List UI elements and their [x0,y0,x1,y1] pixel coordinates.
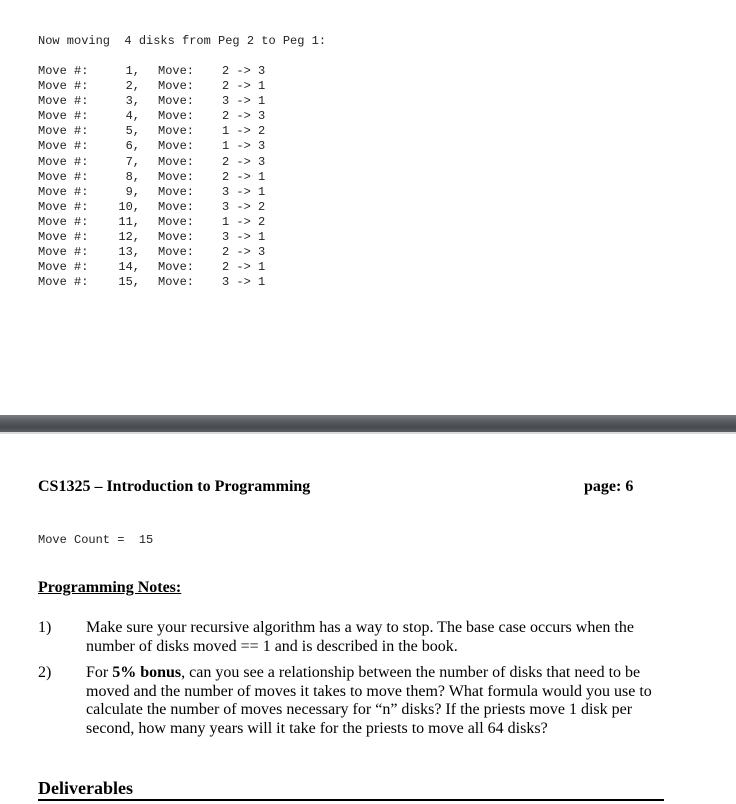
deliverables-heading: Deliverables [38,778,133,798]
move-pegs: 2 -> 1 [222,260,266,275]
note-number: 1) [38,619,52,636]
output-header: Now moving 4 disks from Peg 2 to Peg 1: [38,34,327,48]
move-keyword: Move: [158,94,195,109]
move-pegs: 1 -> 2 [222,124,266,139]
move-pegs: 1 -> 2 [222,214,266,229]
move-number: 4, [125,109,140,124]
move-label: Move #: [38,184,89,199]
move-keyword: Move: [158,109,195,124]
move-pegs: 2 -> 3 [222,245,266,260]
move-count: Move Count = 15 [38,533,154,547]
note-text-prefix: For [86,664,113,681]
move-keyword: Move: [158,139,195,154]
course-title: CS1325 – Introduction to Programming [38,478,311,495]
move-keyword: Move: [158,169,195,184]
move-label: Move #: [38,64,89,78]
move-number: 8, [125,169,140,184]
move-pegs: 3 -> 2 [222,199,266,214]
move-keyword: Move: [158,79,195,94]
move-label: Move #: [38,124,89,139]
move-keyword: Move: [158,245,195,260]
move-number: 13, [118,245,140,260]
move-number: 9, [125,184,140,199]
move-number: 14, [118,260,140,275]
note-text [86,664,678,738]
move-pegs: 2 -> 3 [222,109,266,124]
move-label: Move #: [38,260,89,275]
page-number: page: 6 [584,478,634,495]
bonus-highlight: 5% bonus [112,664,182,681]
move-pegs: 3 -> 1 [222,184,266,199]
move-keyword: Move: [158,260,195,275]
move-number: 5, [125,124,140,139]
move-label: Move #: [38,154,89,169]
move-number: 7, [125,154,140,169]
move-number: 11, [118,214,140,229]
move-pegs: 2 -> 1 [222,79,266,94]
heading-rule [38,799,664,801]
move-label: Move #: [38,230,89,245]
move-pegs: 3 -> 1 [222,230,266,245]
move-number: 1, [125,64,140,78]
notes-heading: Programming Notes: [38,579,182,596]
move-label: Move #: [38,109,89,124]
move-keyword: Move: [158,275,195,290]
note-number: 2) [38,664,52,681]
move-pegs: 3 -> 1 [222,94,266,109]
move-pegs: 3 -> 1 [222,275,266,290]
move-pegs: 1 -> 3 [222,139,266,154]
note-text: Make sure your recursive algorithm has a way to stop. The base case occurs when the number of disks moved == 1 and is described in the book. [86,619,634,655]
move-label: Move #: [38,275,89,290]
move-number: 2, [125,79,140,94]
note-text-rest: , can you see a relationship between the number of disks that need to be moved and the number of moves it takes to move them? What formula would you use to calculate the number of moves necessary for “n” disks? If the priests move 1 disk per second, how many years will it take for the priests to move all 64 disks? [86,664,652,737]
page-separator [0,415,736,432]
note-item [38,619,678,656]
move-keyword: Move: [158,154,195,169]
note-item [38,664,678,738]
move-keyword: Move: [158,199,195,214]
move-label: Move #: [38,199,89,214]
move-number: 10, [118,199,140,214]
move-pegs: 2 -> 1 [222,169,266,184]
move-label: Move #: [38,214,89,229]
move-keyword: Move: [158,124,195,139]
move-label: Move #: [38,169,89,184]
move-label: Move #: [38,79,89,94]
move-keyword: Move: [158,184,195,199]
move-label: Move #: [38,94,89,109]
move-pegs: 2 -> 3 [222,64,266,78]
move-keyword: Move: [158,214,195,229]
move-label: Move #: [38,245,89,260]
move-number: 15, [118,275,140,290]
move-number: 6, [125,139,140,154]
move-keyword: Move: [158,230,195,245]
move-pegs: 2 -> 3 [222,154,266,169]
move-number: 12, [118,230,140,245]
move-number: 3, [125,94,140,109]
page-edge [0,432,736,434]
move-label: Move #: [38,139,89,154]
move-keyword: Move: [158,64,195,78]
